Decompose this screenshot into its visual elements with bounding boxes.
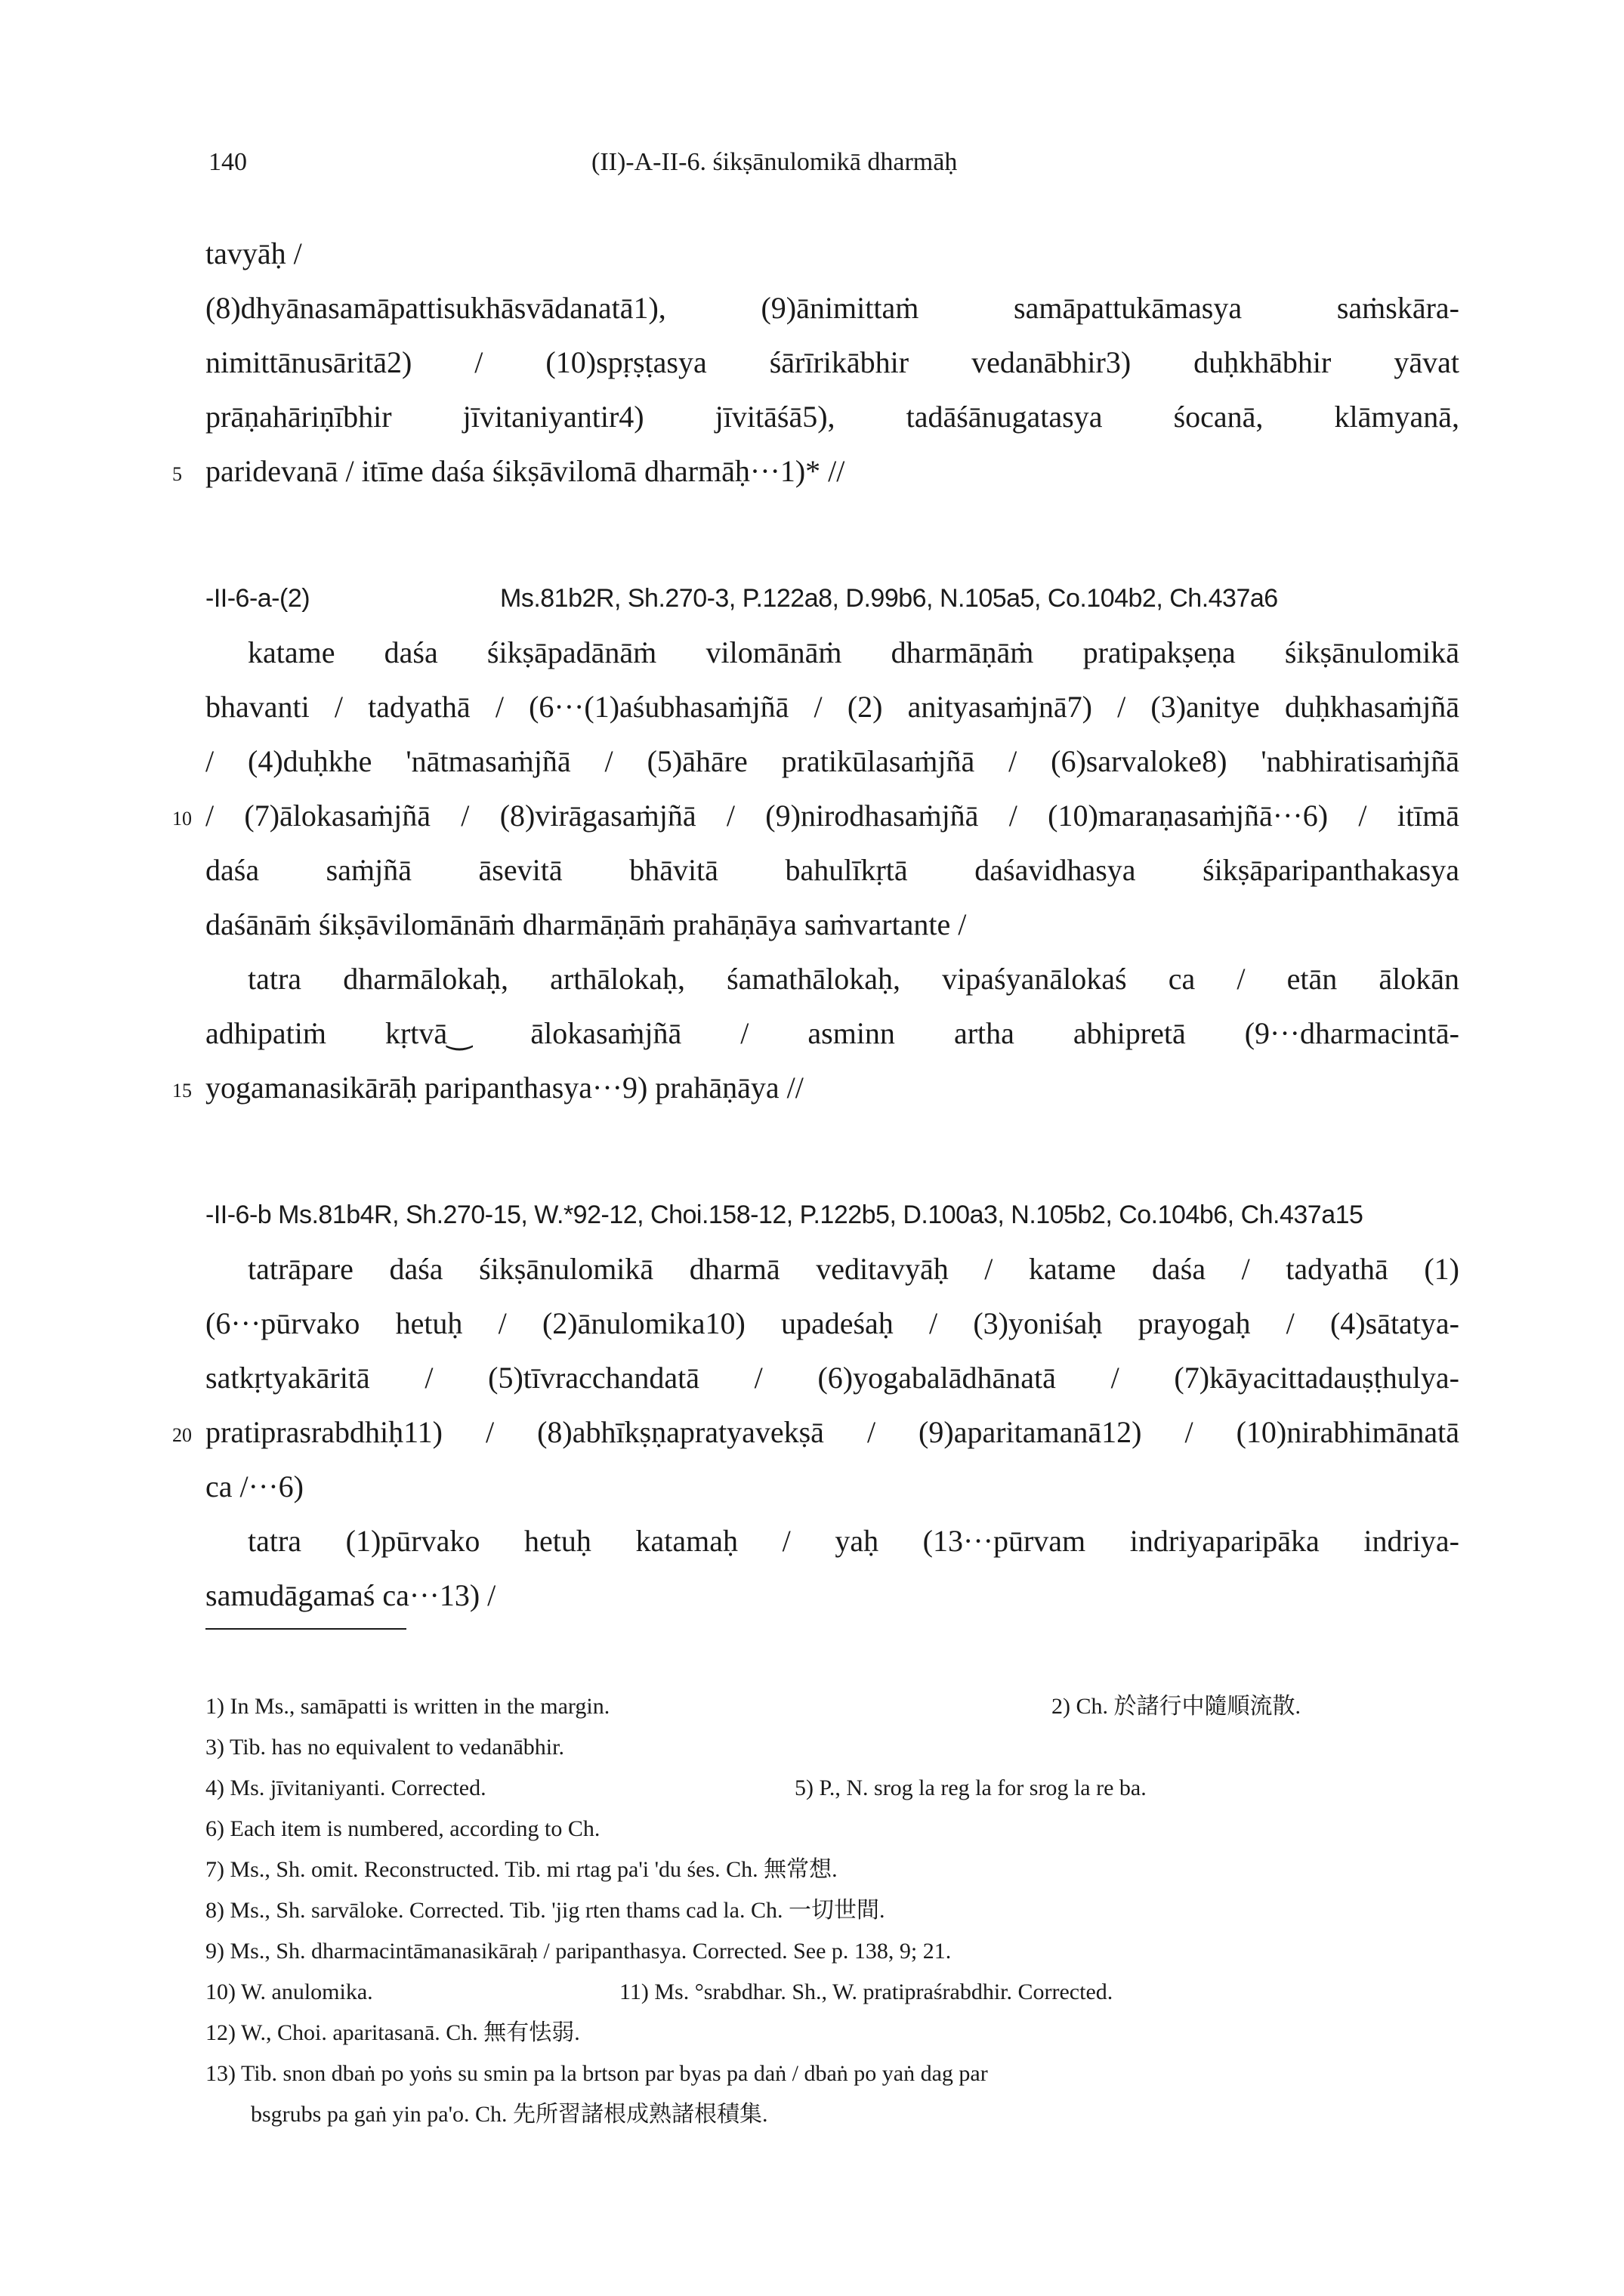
section-gap	[205, 1115, 1459, 1188]
footnote: 3) Tib. has no equivalent to vedanābhir.	[205, 1735, 564, 1760]
footnote: bsgrubs pa gaṅ yin pa'o. Ch. 先所習諸根成熟諸根積集.	[251, 2102, 768, 2127]
footnote: 13) Tib. snon dbaṅ po yoṅs su smin pa la brtson par byas pa daṅ / dbaṅ po yaṅ dag par	[205, 2061, 988, 2086]
section-tag: -II-6-a-(2)	[205, 584, 310, 613]
source-refs: Ms.81b2R, Sh.270-3, P.122a8, D.99b6, N.105a5, Co.104b2, Ch.437a6	[500, 584, 1278, 613]
footnote: 10) W. anulomika.	[205, 1979, 373, 2004]
text-line: tatrāpare daśa śikṣānulomikā dharmā veditavyāḥ / katame daśa / tadyathā (1)	[248, 1252, 1459, 1286]
text-line	[172, 789, 1459, 843]
text-line: daśānāṁ śikṣāvilomānāṁ dharmāṇāṁ prahāṇāya saṁvartante /	[205, 907, 967, 941]
text-line: bhavanti / tadyathā / (6···(1)aśubhasaṁjñā / (2) anityasaṁjnā7) / (3)anitye duḥkhasaṁjñā	[205, 690, 1459, 724]
main-text	[172, 227, 1459, 1623]
text-line	[172, 1061, 1459, 1115]
footnote-row	[205, 1972, 1467, 2013]
text-line: satkṛtyakāritā / (5)tīvracchandatā / (6)yogabalādhānatā / (7)kāyacittadauṣṭhulya-	[205, 1361, 1459, 1395]
text-line: samudāgamaś ca···13) /	[205, 1578, 496, 1612]
text-line: nimittānusāritā2) / (10)spṛṣṭasya śārīrikābhir vedanābhir3) duḥkhābhir yāvat	[205, 345, 1459, 379]
text-line: tatra dharmālokaḥ, arthālokaḥ, śamathālokaḥ, vipaśyanālokaś ca / etān ālokān	[248, 962, 1459, 996]
footnote: 1) In Ms., samāpatti is written in the margin.	[205, 1694, 610, 1719]
footnote: 7) Ms., Sh. omit. Reconstructed. Tib. mi rtag pa'i 'du śes. Ch. 無常想.	[205, 1857, 838, 1882]
text-line-content: yogamanasikārāḥ paripanthasya···9) prahāṇāya //	[205, 1071, 804, 1105]
section-reference	[205, 571, 1459, 626]
text-line-content: / (7)ālokasaṁjñā / (8)virāgasaṁjñā / (9)nirodhasaṁjñā / (10)maraṇasaṁjñā···6) / itīmā	[205, 799, 1459, 833]
footnote: 12) W., Choi. aparitasanā. Ch. 無有怯弱.	[205, 2020, 580, 2045]
running-title: (II)-A-II-6. śikṣānulomikā dharmāḥ	[591, 148, 958, 176]
footnote-divider	[205, 1628, 406, 1630]
footnote: 4) Ms. jīvitaniyanti. Corrected.	[205, 1775, 486, 1800]
text-line	[172, 1405, 1459, 1460]
footnotes	[205, 1686, 1467, 2135]
line-number: 15	[172, 1080, 192, 1102]
footnote-row	[205, 1686, 1467, 1727]
text-line: (6···pūrvako hetuḥ / (2)ānulomika10) upadeśaḥ / (3)yoniśaḥ prayogaḥ / (4)sātatya-	[205, 1306, 1459, 1340]
section-reference	[205, 1188, 1459, 1242]
text-line: katame daśa śikṣāpadānāṁ vilomānāṁ dharmāṇāṁ pratipakṣeṇa śikṣānulomikā	[248, 635, 1459, 669]
footnote: 5) P., N. srog la reg la for srog la re ba.	[795, 1775, 1147, 1800]
page-number: 140	[208, 148, 247, 176]
line-number: 5	[172, 463, 182, 485]
text-line: tatra (1)pūrvako hetuḥ katamaḥ / yaḥ (13···pūrvam indriyaparipāka indriya-	[248, 1524, 1459, 1558]
text-line-content: paridevanā / itīme daśa śikṣāvilomā dharmāḥ···1)* //	[205, 454, 845, 488]
text-line: prāṇahāriṇībhir jīvitaniyantir4) jīvitāśā5), tadāśānugatasya śocanā, klāmyanā,	[205, 400, 1459, 434]
footnote: 6) Each item is numbered, according to Ch.	[205, 1816, 601, 1841]
section-tag: -II-6-b	[205, 1201, 272, 1229]
text-line: ca /···6)	[205, 1469, 304, 1503]
footnote: 2) Ch. 於諸行中隨順流散.	[1051, 1694, 1301, 1719]
footnote: 9) Ms., Sh. dharmacintāmanasikāraḥ / paripanthasya. Corrected. See p. 138, 9; 21.	[205, 1939, 952, 1964]
source-refs: Ms.81b4R, Sh.270-15, W.*92-12, Choi.158-12, P.122b5, D.100a3, N.105b2, Co.104b6, Ch.437a15	[278, 1201, 1363, 1229]
text-line: (8)dhyānasamāpattisukhāsvādanatā1), (9)ānimittaṁ samāpattukāmasya saṁskāra-	[205, 291, 1459, 325]
footnote: 8) Ms., Sh. sarvāloke. Corrected. Tib. 'jig rten thams cad la. Ch. 一切世間.	[205, 1898, 885, 1923]
text-line: / (4)duḥkhe 'nātmasaṁjñā / (5)āhāre pratikūlasaṁjñā / (6)sarvaloke8) 'nabhiratisaṁjñā	[205, 744, 1459, 778]
text-line: adhipatiṁ kṛtvā‿ ālokasaṁjñā / asminn artha abhipretā (9···dharmacintā-	[205, 1016, 1459, 1050]
text-line: daśa saṁjñā āsevitā bhāvitā bahulīkṛtā daśavidhasya śikṣāparipanthakasya	[205, 853, 1459, 887]
footnote-row	[205, 1768, 1467, 1809]
line-number: 20	[172, 1424, 192, 1446]
text-line: tavyāḥ /	[205, 236, 302, 270]
text-line-content: pratiprasrabdhiḥ11) / (8)abhīkṣṇapratyavekṣā / (9)aparitamanā12) / (10)nirabhimānatā	[205, 1415, 1459, 1449]
section-gap	[205, 499, 1459, 571]
text-line	[172, 444, 1459, 499]
footnote: 11) Ms. °srabdhar. Sh., W. pratipraśrabdhir. Corrected.	[619, 1979, 1113, 2004]
line-number: 10	[172, 808, 192, 830]
